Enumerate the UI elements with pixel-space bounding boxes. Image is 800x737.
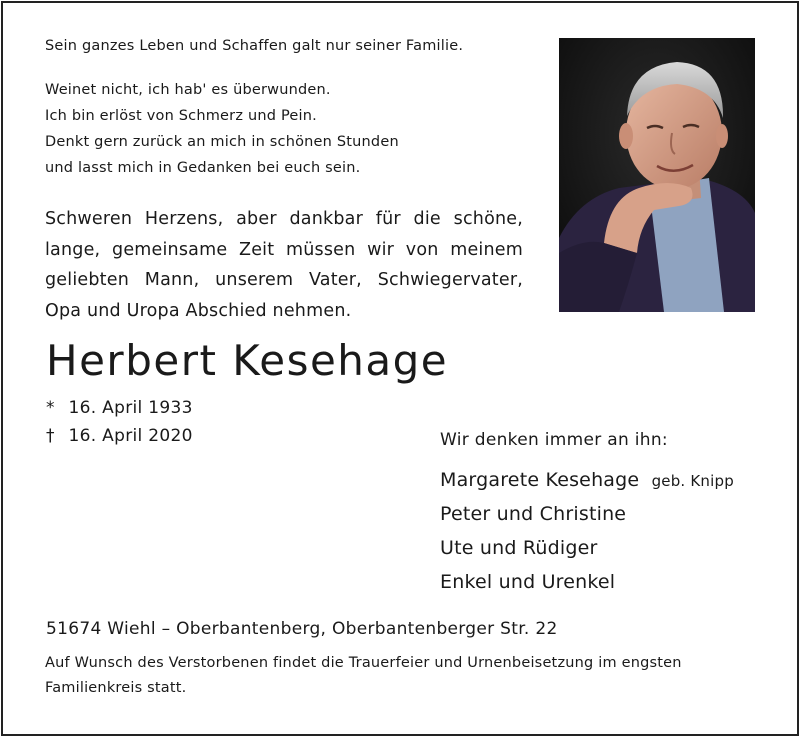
death-date: 16. April 2020 xyxy=(68,426,193,446)
intro-line: Sein ganzes Leben und Schaffen galt nur seiner Familie. xyxy=(45,38,464,54)
death-date-row xyxy=(46,426,193,446)
poem-line: Weinet nicht, ich hab' es überwunden. xyxy=(45,82,331,98)
notice-line: Auf Wunsch des Verstorbenen findet die Trauerfeier und Urnenbeisetzung im engsten xyxy=(45,655,682,671)
birth-symbol: * xyxy=(46,398,55,418)
mourner-wife-birthname: geb. Knipp xyxy=(651,472,734,490)
mourner-wife-name: Margarete Kesehage xyxy=(440,469,640,491)
mourner-wife xyxy=(440,469,734,491)
birth-date: 16. April 1933 xyxy=(68,398,193,418)
portrait-image xyxy=(559,38,755,312)
address-line: 51674 Wiehl – Oberbantenberg, Oberbantenberger Str. 22 xyxy=(46,619,558,639)
poem-line: und lasst mich in Gedanken bei euch sein. xyxy=(45,160,361,176)
deceased-name: Herbert Kesehage xyxy=(46,336,449,385)
mourner-entry: Enkel und Urenkel xyxy=(440,571,616,593)
birth-date-row xyxy=(46,398,193,418)
notice-line: Familienkreis statt. xyxy=(45,680,187,696)
announcement-text: Schweren Herzens, aber dankbar für die schöne, lange, gemeinsame Zeit müssen wir von meinem geliebten Mann, unserem Vater, Schwiegervater, Opa und Uropa Abschied nehmen. xyxy=(45,209,523,321)
mourner-entry: Ute und Rüdiger xyxy=(440,537,598,559)
portrait-photo xyxy=(559,38,755,312)
mourner-entry: Peter und Christine xyxy=(440,503,627,525)
death-symbol: † xyxy=(46,426,55,446)
poem-line: Denkt gern zurück an mich in schönen Stunden xyxy=(45,134,399,150)
mourners-heading: Wir denken immer an ihn: xyxy=(440,430,668,450)
poem-line: Ich bin erlöst von Schmerz und Pein. xyxy=(45,108,317,124)
